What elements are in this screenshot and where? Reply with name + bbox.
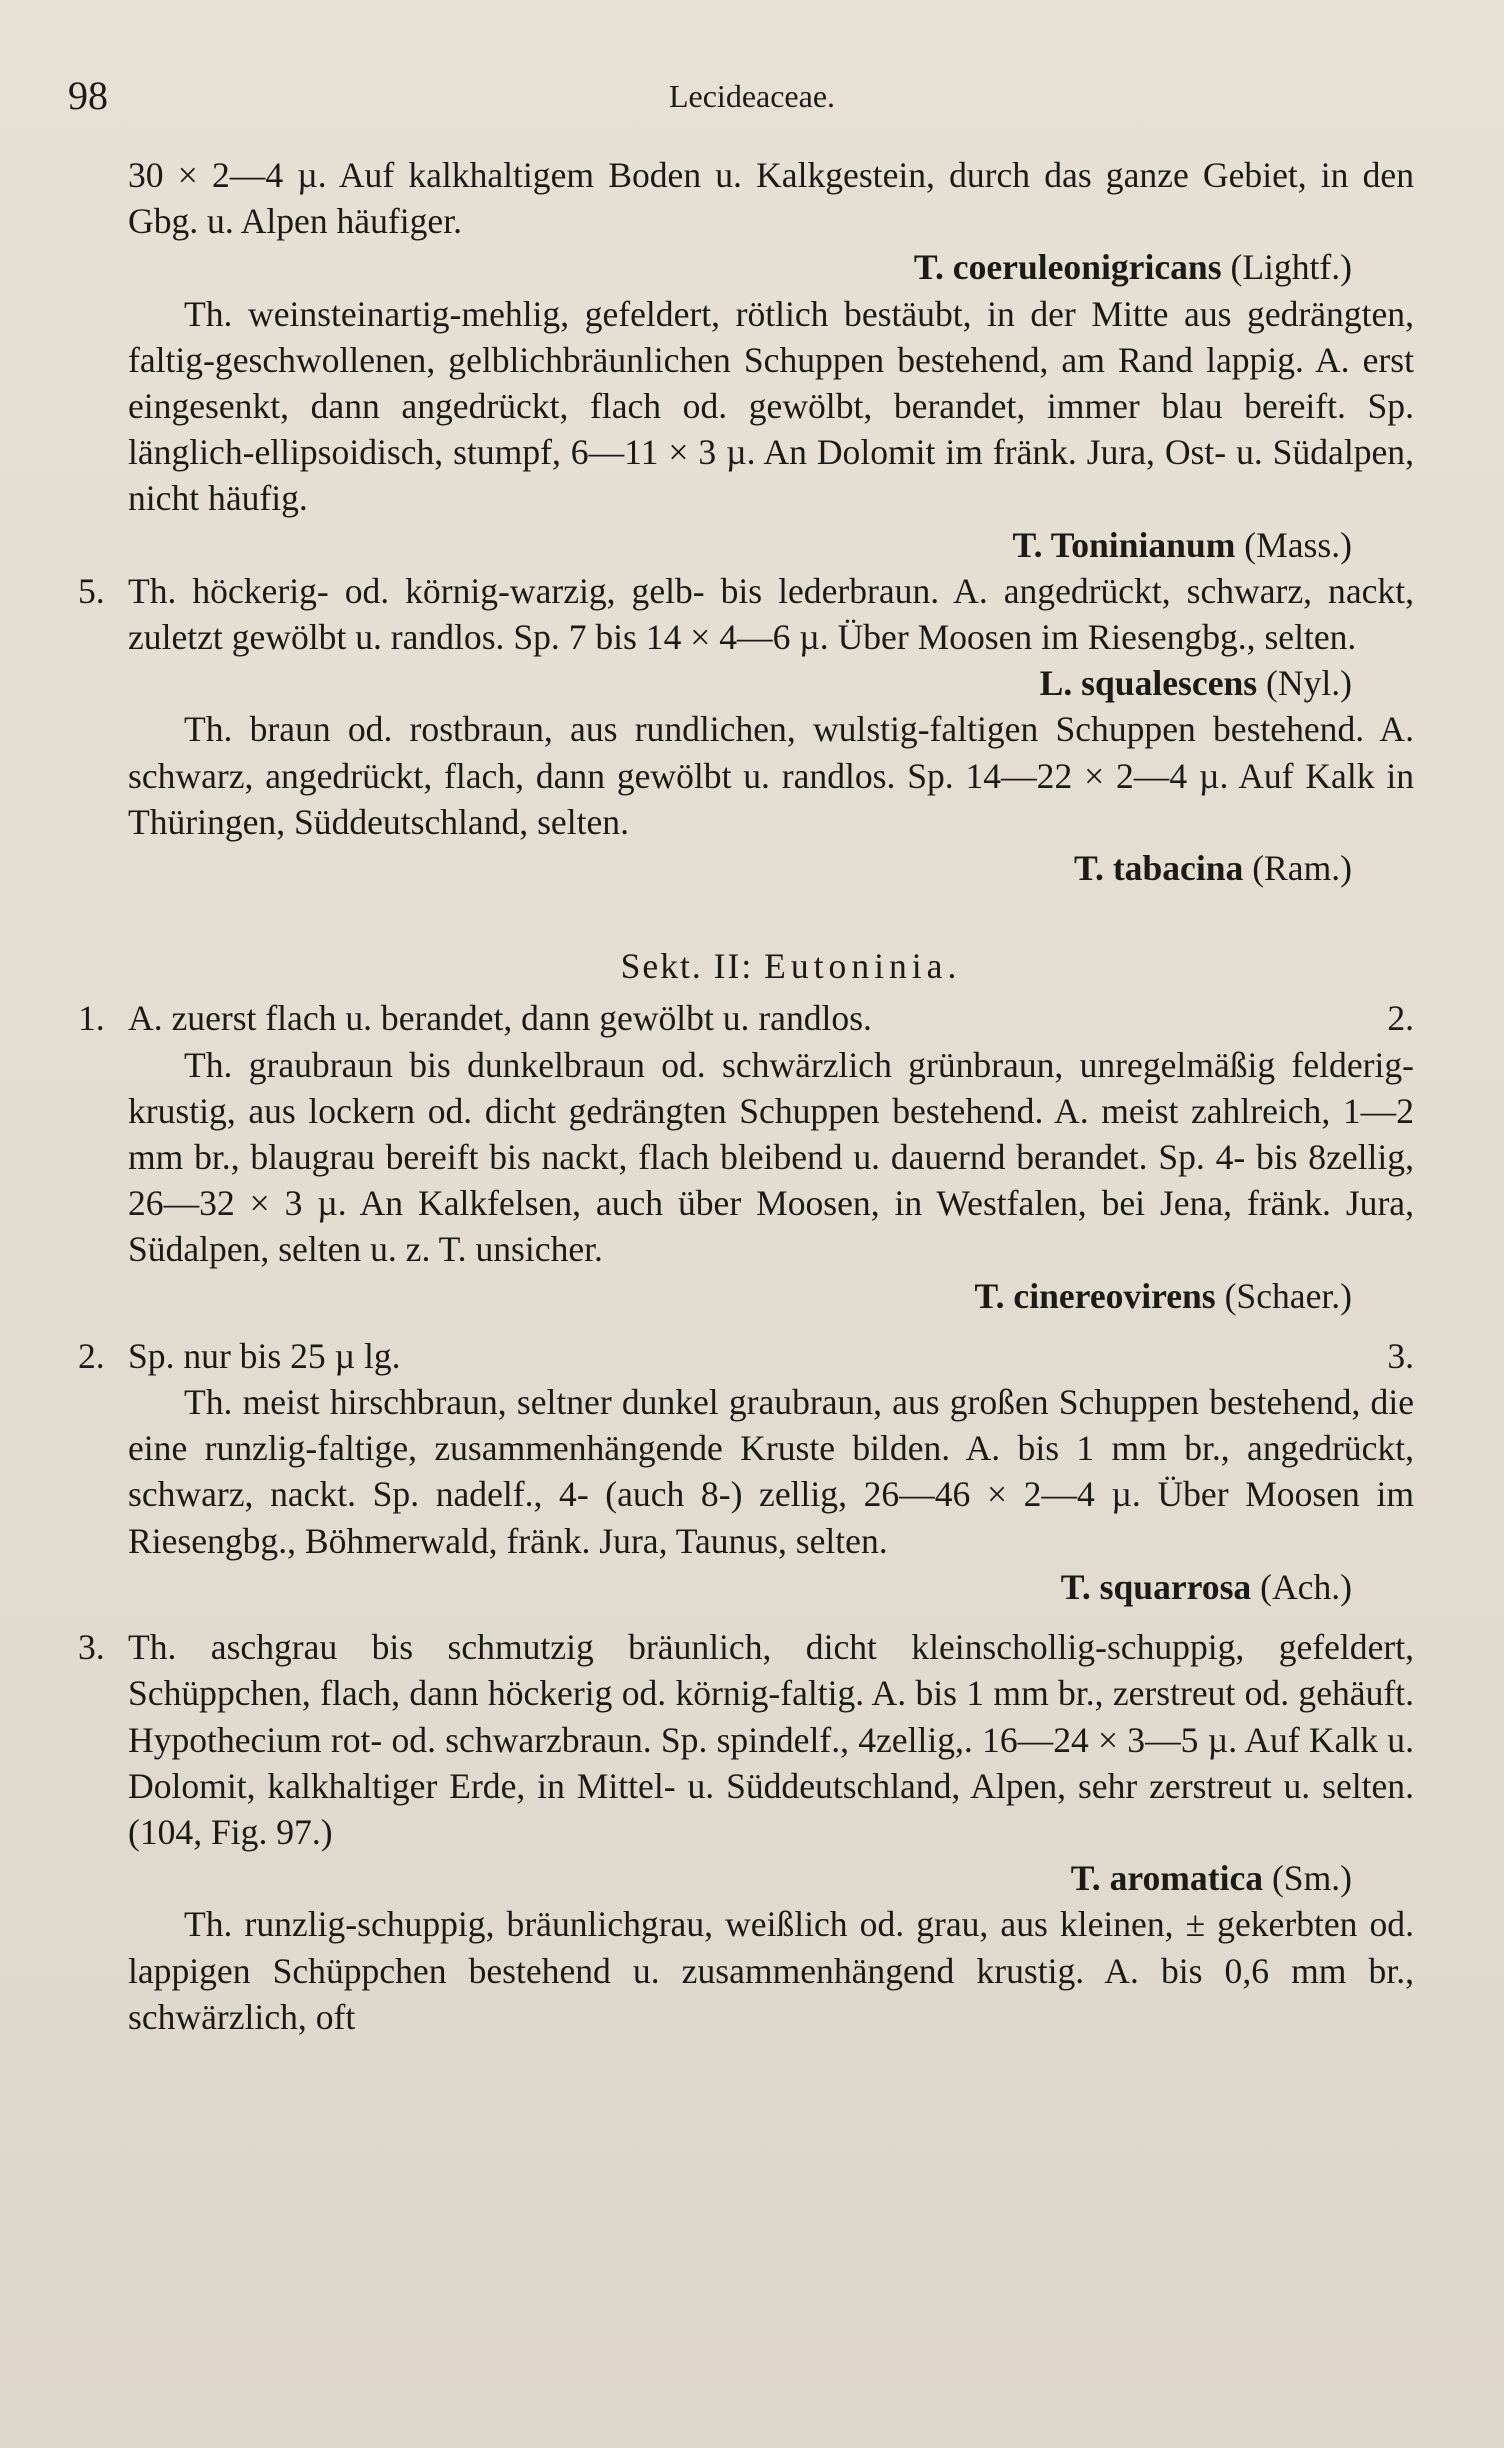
species-name bbox=[128, 660, 1414, 706]
key-paragraph bbox=[128, 1379, 1414, 1564]
species-author: (Mass.) bbox=[1244, 524, 1352, 565]
key-paragraph bbox=[128, 1901, 1414, 2040]
key-couplet bbox=[78, 995, 1414, 1041]
key-paragraph bbox=[128, 291, 1414, 522]
key-paragraph bbox=[128, 1042, 1414, 1273]
key-paragraph bbox=[128, 152, 1414, 244]
page-number: 98 bbox=[68, 73, 108, 118]
key-couplet bbox=[78, 568, 1414, 660]
running-title: Lecideaceae. bbox=[668, 78, 836, 114]
species-author: (Ram.) bbox=[1252, 848, 1352, 889]
couplet-reference: 2. bbox=[1387, 998, 1414, 1039]
paragraph-text: Th. meist hirschbraun, seltner dunkel graubraun, aus großen Schuppen bestehend, die eine runzlig-faltige, zusammenhängende Kruste bilden. A. bis 1 mm br., angedrückt, schwarz, nackt. Sp. nadelf., 4- (auch 8-) zellig, 26—46 × 2—4 µ. Über Moosen im Riesengbg., Böhmerwald, fränk. Jura, Taunus, selten. bbox=[128, 1382, 1414, 1561]
paragraph-text: Th. höckerig- od. körnig-warzig, gelb- bis lederbraun. A. angedrückt, schwarz, nackt, zuletzt gewölbt u. randlos. Sp. 7 bis 14 × 4—6 µ. Über Moosen im Riesengbg., selten. bbox=[128, 570, 1414, 658]
key-couplet bbox=[78, 1333, 1414, 1379]
species-author: (Lightf.) bbox=[1230, 247, 1352, 288]
couplet-number: 1. bbox=[78, 998, 105, 1039]
species-name bbox=[128, 845, 1414, 891]
couplet-reference: 3. bbox=[1387, 1335, 1414, 1376]
species-binomial: T. Toninianum bbox=[1012, 524, 1236, 565]
species-binomial: L. squalescens bbox=[1039, 663, 1258, 704]
species-name bbox=[128, 1564, 1414, 1610]
paragraph-text: 30 × 2—4 µ. Auf kalkhaltigem Boden u. Kalkgestein, durch das ganze Gebiet, in den Gbg. u. Alpen häufiger. bbox=[128, 155, 1414, 242]
section-heading bbox=[128, 943, 1414, 989]
paragraph-text: Th. runzlig-schuppig, bräunlichgrau, weißlich od. grau, aus kleinen, ± gekerbten od. lappigen Schüppchen bestehend u. zusammenhängend krustig. A. bis 0,6 mm br., schwärzlich, oft bbox=[128, 1904, 1414, 2037]
species-author: (Schaer.) bbox=[1224, 1275, 1352, 1316]
species-author: (Nyl.) bbox=[1266, 663, 1352, 704]
paragraph-text: Sp. nur bis 25 µ lg. bbox=[128, 1335, 401, 1376]
species-author: (Sm.) bbox=[1271, 1858, 1352, 1899]
paragraph-text: Th. graubraun bis dunkelbraun od. schwärzlich grünbraun, unregelmäßig felderig-krustig, aus lockern od. dicht gedrängten Schuppen bestehend. A. meist zahlreich, 1—2 mm br., blaugrau bereift bis nackt, flach bleibend u. dauernd berandet. Sp. 4- bis 8zellig, 26—32 × 3 µ. An Kalkfelsen, auch über Moosen, in Westfalen, bei Jena, fränk. Jura, Südalpen, selten u. z. T. unsicher. bbox=[128, 1044, 1414, 1270]
paragraph-text: Th. weinsteinartig-mehlig, gefeldert, rötlich bestäubt, in der Mitte aus gedrängten, faltig-geschwollenen, gelblichbräunlichen Schuppen bestehend, am Rand lappig. A. erst eingesenkt, dann angedrückt, flach od. gewölbt, berandet, immer blau bereift. Sp. länglich-ellipsoidisch, stumpf, 6—11 × 3 µ. An Dolomit im fränk. Jura, Ost- u. Südalpen, nicht häufig. bbox=[128, 293, 1414, 519]
species-binomial: T. coeruleonigricans bbox=[913, 247, 1222, 288]
paragraph-text: Th. aschgrau bis schmutzig bräunlich, dicht kleinschollig-schuppig, gefeldert, Schüppchen, flach, dann höckerig od. körnig-faltig. A. bis 1 mm br., zerstreut od. gehäuft. Hypothecium rot- od. schwarzbraun. Sp. spindelf., 4zellig,. 16—24 × 3—5 µ. Auf Kalk u. Dolomit, kalkhaltiger Erde, in Mittel- u. Süddeutschland, Alpen, sehr zerstreut u. selten. (104, Fig. 97.) bbox=[128, 1627, 1414, 1852]
species-name bbox=[128, 244, 1414, 290]
species-name bbox=[128, 522, 1414, 568]
couplet-number: 2. bbox=[78, 1335, 105, 1376]
species-name bbox=[128, 1273, 1414, 1319]
paragraph-text: Th. braun od. rostbraun, aus rundlichen, wulstig-faltigen Schuppen bestehend. A. schwarz, angedrückt, flach, dann gewölbt u. randlos. Sp. 14—22 × 2—4 µ. Auf Kalk in Thüringen, Süddeutschland, selten. bbox=[128, 709, 1414, 842]
species-binomial: T. squarrosa bbox=[1060, 1566, 1252, 1607]
couplet-number: 3. bbox=[78, 1627, 105, 1668]
couplet-number: 5. bbox=[78, 570, 105, 611]
page-body bbox=[78, 152, 1414, 2040]
key-couplet bbox=[78, 1624, 1414, 1855]
paragraph-text: A. zuerst flach u. berandet, dann gewölbt u. randlos. bbox=[128, 998, 872, 1039]
key-paragraph bbox=[128, 706, 1414, 845]
section-title: Eutoninia. bbox=[764, 946, 962, 987]
page-header bbox=[0, 72, 1504, 132]
section-prefix: Sekt. II: bbox=[620, 946, 754, 987]
species-name bbox=[128, 1855, 1414, 1901]
species-binomial: T. tabacina bbox=[1073, 848, 1244, 889]
species-binomial: T. aromatica bbox=[1070, 1858, 1264, 1899]
species-author: (Ach.) bbox=[1260, 1566, 1352, 1607]
species-binomial: T. cinereovirens bbox=[974, 1275, 1216, 1316]
